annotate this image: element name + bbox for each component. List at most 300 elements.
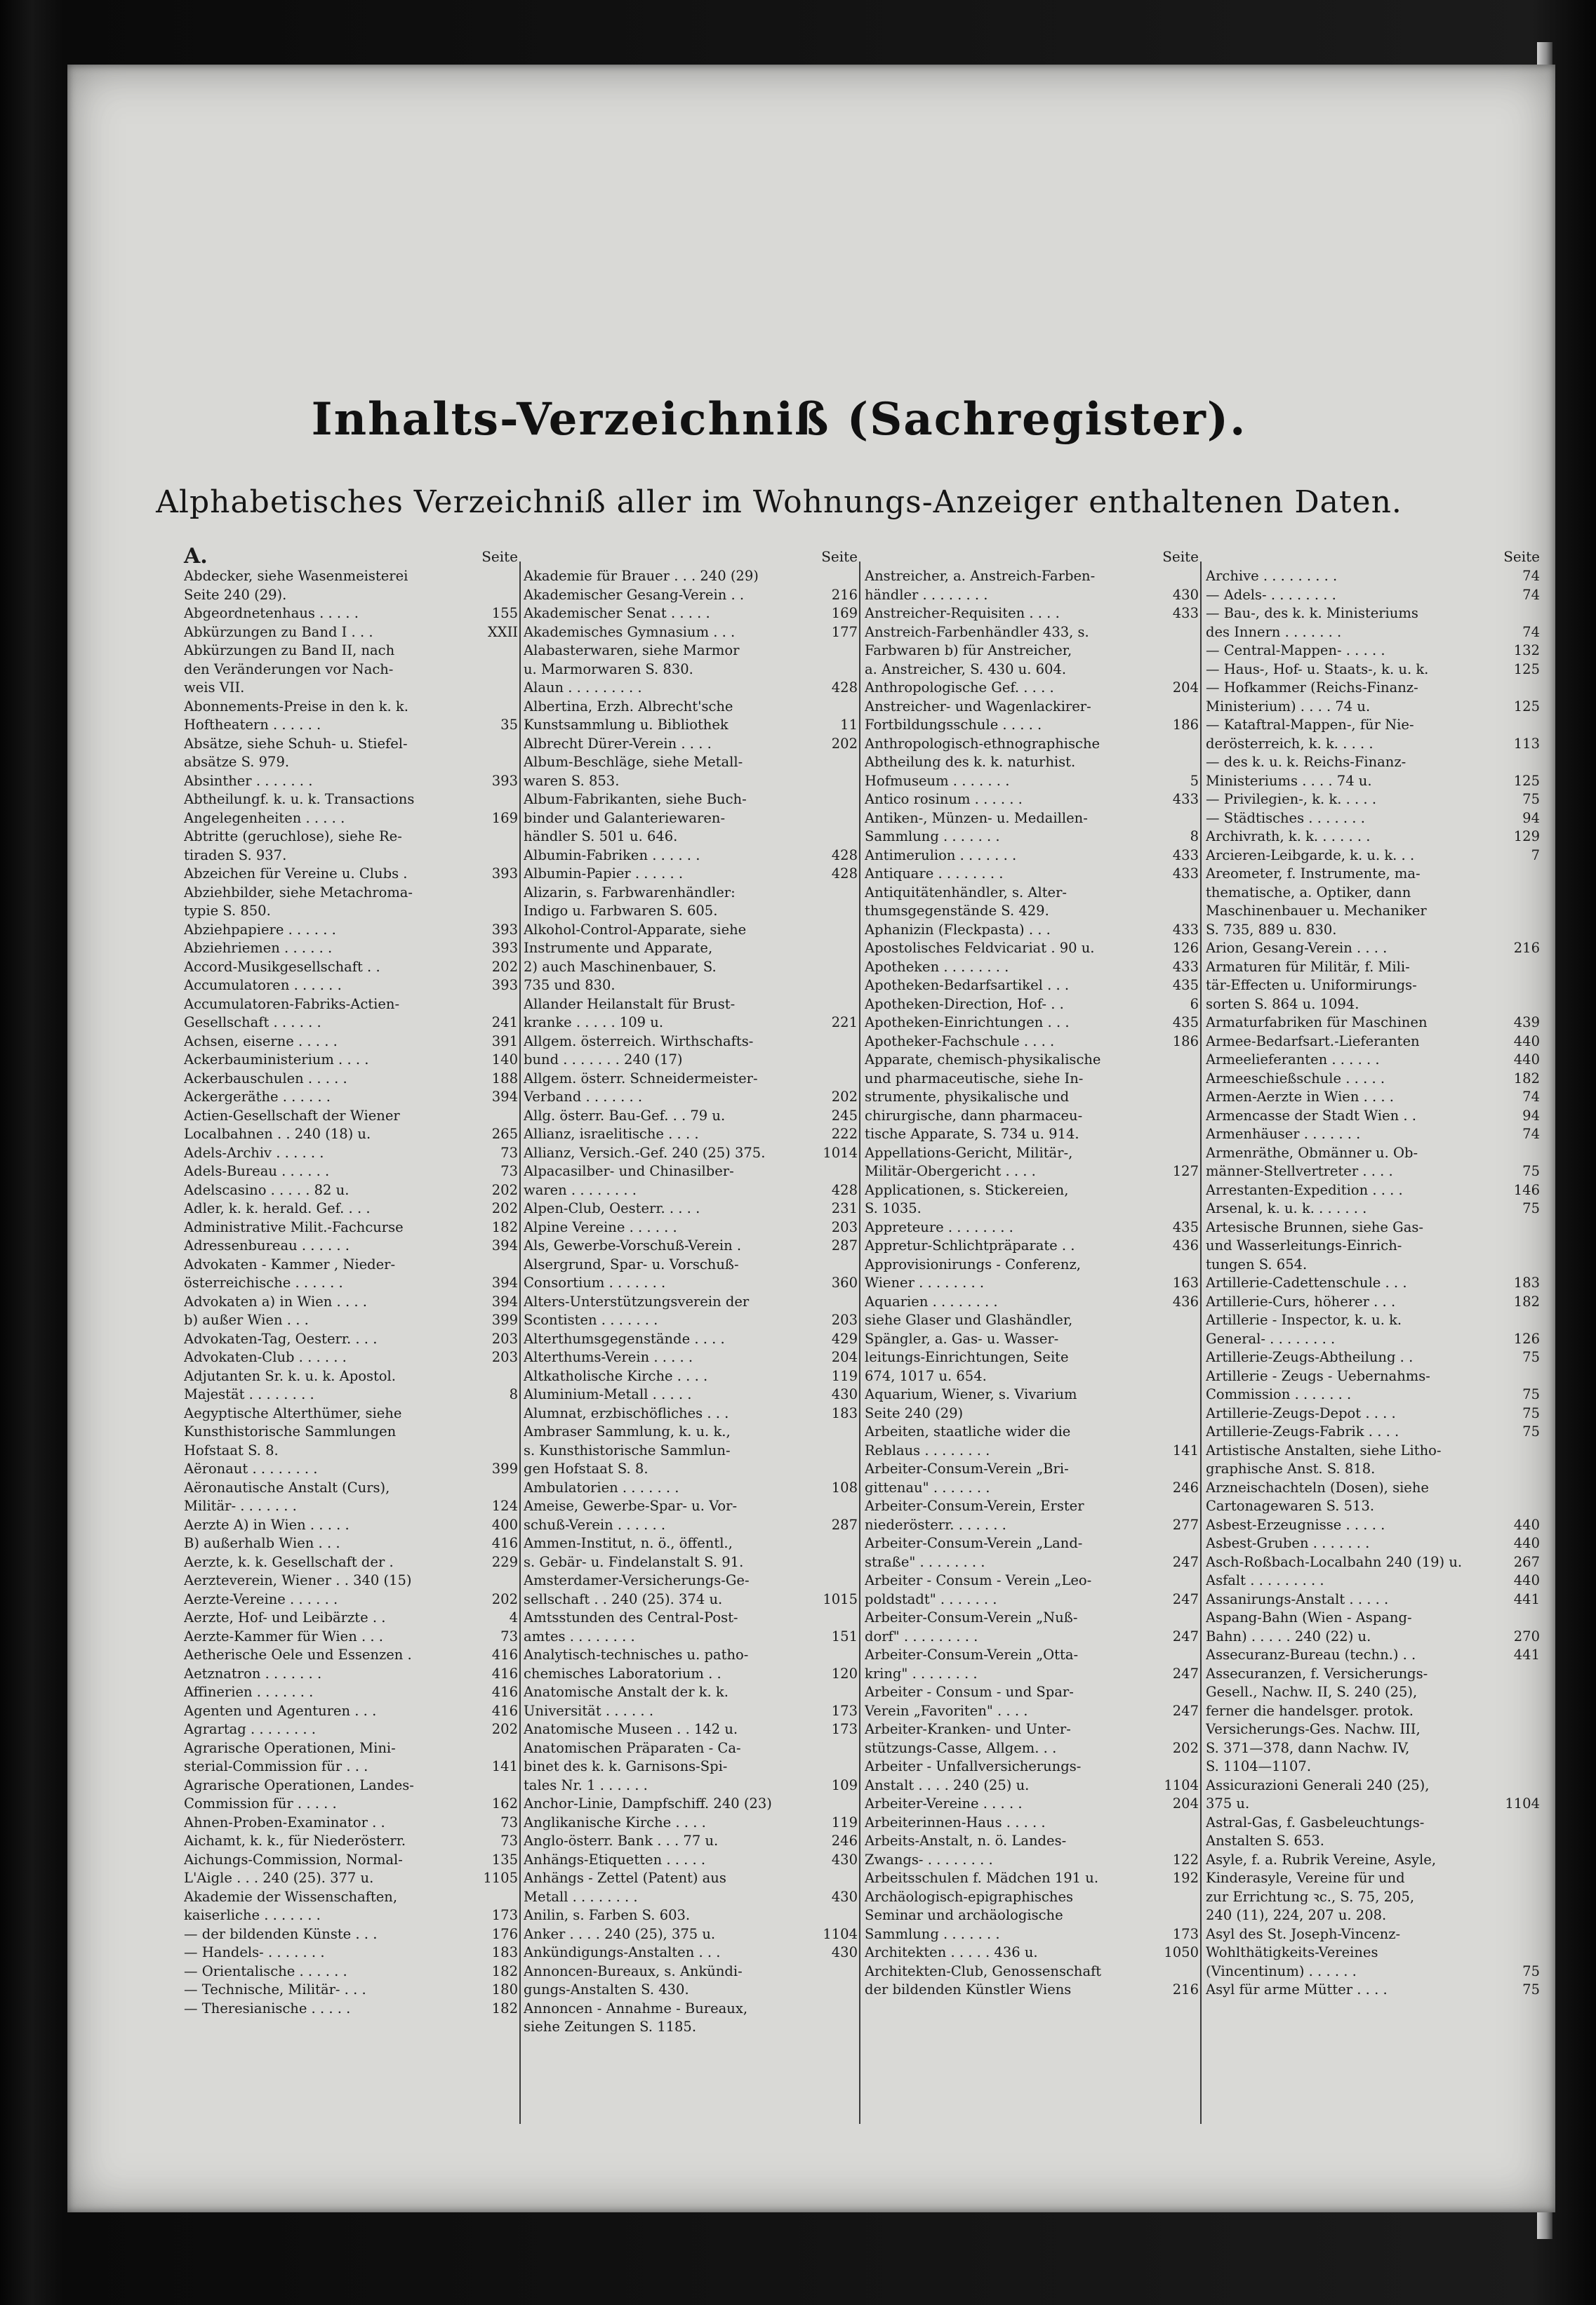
index-entry — [1203, 958, 1544, 977]
entry-term: chirurgische, dann pharmaceu- — [865, 1107, 1083, 1124]
index-entry — [181, 2000, 522, 2019]
index-entry — [521, 809, 862, 828]
index-entry — [862, 1590, 1203, 1609]
entry-page-number: 125 — [1513, 660, 1540, 677]
index-entry — [862, 1702, 1203, 1721]
index-entry — [521, 1125, 862, 1144]
entry-term: Farbwaren b) für Anstreicher, — [865, 642, 1072, 658]
entry-term: Archäologisch-epigraphisches — [865, 1888, 1074, 1905]
entry-term: Armencasse der Stadt Wien . . — [1206, 1107, 1417, 1124]
index-entry — [181, 604, 522, 623]
entry-page-number: 246 — [831, 1833, 858, 1849]
entry-page-number: 246 — [1172, 1479, 1199, 1496]
entry-page-number: 1050 — [1164, 1944, 1199, 1960]
entry-term: Artillerie-Zeugs-Fabrik . . . . — [1206, 1423, 1399, 1440]
index-entry — [1203, 1646, 1544, 1665]
index-entry — [1203, 1832, 1544, 1851]
index-entry — [1203, 660, 1544, 679]
entry-term: Cartonagewaren S. 513. — [1206, 1498, 1375, 1514]
index-entry — [181, 1516, 522, 1535]
index-entry — [521, 1070, 862, 1089]
entry-term: Annoncen-Bureaux, s. Ankündi- — [524, 1962, 743, 1979]
entry-page-number: 113 — [1513, 735, 1540, 752]
entry-term: — Orientalische . . . . . . — [184, 1962, 347, 1979]
index-entry — [862, 865, 1203, 884]
entry-page-number: 122 — [1172, 1851, 1199, 1868]
index-entry — [181, 1814, 522, 1833]
entry-term: Assanirungs-Anstalt . . . . . — [1206, 1590, 1389, 1607]
index-entry — [521, 1702, 862, 1721]
entry-term: Akademischer Senat . . . . . — [524, 605, 710, 621]
index-entry — [862, 1553, 1203, 1572]
entry-term: Anstalten S. 653. — [1206, 1833, 1324, 1849]
entry-page-number: 192 — [1172, 1870, 1199, 1886]
entry-term: Seite 240 (29) — [865, 1404, 964, 1421]
entry-term: 240 (11), 224, 207 u. 208. — [1206, 1907, 1387, 1923]
entry-page-number: 73 — [500, 1814, 518, 1831]
entry-term: Alterthumsgegenstände . . . . — [524, 1330, 725, 1347]
entry-page-number: 416 — [491, 1535, 518, 1551]
entry-page-number: 439 — [1513, 1014, 1540, 1030]
entry-term: s. Kunsthistorische Sammlun- — [524, 1442, 731, 1459]
index-entry — [181, 1888, 522, 1907]
index-entry — [862, 679, 1203, 698]
entry-term: Universität . . . . . . — [524, 1702, 654, 1719]
entry-page-number: 125 — [1513, 698, 1540, 715]
index-entry — [1203, 1572, 1544, 1590]
entry-page-number: 182 — [1513, 1070, 1540, 1087]
index-entry — [181, 1070, 522, 1089]
entry-page-number: 391 — [491, 1032, 518, 1049]
entry-term: — Bau-, des k. k. Ministeriums — [1206, 605, 1418, 621]
index-entry — [521, 1367, 862, 1386]
index-entry — [521, 1869, 862, 1888]
entry-term: tungen S. 654. — [1206, 1256, 1308, 1273]
section-letter: A. — [184, 544, 208, 569]
entry-page-number: 247 — [1172, 1665, 1199, 1682]
index-entry — [1203, 1423, 1544, 1442]
index-entry — [181, 1851, 522, 1870]
index-entry — [521, 1534, 862, 1553]
index-entry — [1203, 995, 1544, 1014]
index-entry — [862, 772, 1203, 791]
entry-term: straße" . . . . . . . . — [865, 1553, 985, 1570]
index-entry — [1203, 884, 1544, 903]
entry-term: Sammlung . . . . . . . — [865, 1925, 1000, 1942]
entry-term: tär-Effecten u. Uniformirungs- — [1206, 977, 1417, 993]
index-entry — [521, 1442, 862, 1461]
index-column-3 — [862, 546, 1203, 2153]
entry-page-number: 173 — [491, 1907, 518, 1923]
entry-term: S. 735, 889 u. 830. — [1206, 921, 1337, 938]
entry-term: Amsterdamer-Versicherungs-Ge- — [524, 1572, 750, 1588]
entry-term: Annoncen - Annahme - Bureaux, — [524, 2000, 748, 2017]
entry-page-number: 436 — [1172, 1237, 1199, 1254]
index-entry — [1203, 976, 1544, 995]
entry-term: Anstalt . . . . 240 (25) u. — [865, 1776, 1030, 1793]
index-entry — [521, 1628, 862, 1647]
entry-term: Abziehriemen . . . . . . — [184, 940, 333, 956]
entry-term: Aerzteverein, Wiener . . 340 (15) — [184, 1572, 412, 1588]
entry-page-number: 182 — [491, 2000, 518, 2017]
entry-term: leitungs-Einrichtungen, Seite — [865, 1349, 1069, 1365]
entry-page-number: 75 — [1522, 1163, 1540, 1179]
index-entry — [1203, 1311, 1544, 1330]
entry-page-number: 186 — [1172, 717, 1199, 733]
entry-page-number: 163 — [1172, 1275, 1199, 1291]
page-number-header: Seite — [481, 548, 518, 565]
entry-term: — Haus-, Hof- u. Staats-, k. u. k. — [1206, 660, 1429, 677]
entry-term: kring" . . . . . . . . — [865, 1665, 978, 1682]
entry-term: derösterreich, k. k. . . . . — [1206, 735, 1374, 752]
entry-term: Artillerie - Inspector, k. u. k. — [1206, 1312, 1402, 1328]
entry-term: Abkürzungen zu Band II, nach — [184, 642, 395, 658]
entry-term: Wiener . . . . . . . . — [865, 1275, 985, 1291]
entry-page-number: 8 — [509, 1386, 518, 1402]
index-entry — [1203, 1534, 1544, 1553]
entry-term: gittenau" . . . . . . . — [865, 1479, 990, 1496]
entry-term: Asyl für arme Mütter . . . . — [1206, 1981, 1388, 1998]
entry-term: Arbeiter - Consum - Verein „Leo- — [865, 1572, 1092, 1588]
index-entry — [1203, 1516, 1544, 1535]
index-entry — [181, 1962, 522, 1981]
entry-page-number: 287 — [831, 1237, 858, 1254]
index-entry — [1203, 1032, 1544, 1051]
entry-page-number: 430 — [1172, 586, 1199, 603]
entry-page-number: 74 — [1522, 586, 1540, 603]
entry-page-number: 182 — [491, 1962, 518, 1979]
index-entry — [1203, 1665, 1544, 1684]
index-entry — [1203, 1906, 1544, 1925]
index-entry — [1203, 623, 1544, 642]
entry-page-number: 245 — [831, 1107, 858, 1124]
index-entry — [1203, 1739, 1544, 1758]
index-entry — [1203, 1386, 1544, 1404]
entry-page-number: 75 — [1522, 1200, 1540, 1216]
entry-page-number: 75 — [1522, 1962, 1540, 1979]
index-entry — [1203, 1628, 1544, 1647]
entry-term: waren . . . . . . . . — [524, 1181, 637, 1198]
index-entry — [1203, 1851, 1544, 1870]
entry-term: Alterthums-Verein . . . . . — [524, 1349, 693, 1365]
index-entry — [521, 1925, 862, 1944]
entry-term: Ahnen-Proben-Examinator . . — [184, 1814, 385, 1831]
entry-term: Anker . . . . 240 (25), 375 u. — [524, 1925, 716, 1942]
entry-term: österreichische . . . . . . — [184, 1275, 343, 1291]
entry-term: Reblaus . . . . . . . . — [865, 1442, 990, 1459]
index-entry — [1203, 1609, 1544, 1628]
index-entry — [521, 1386, 862, 1404]
entry-term: kaiserliche . . . . . . . — [184, 1907, 321, 1923]
index-entry — [181, 1386, 522, 1404]
index-entry — [1203, 1404, 1544, 1423]
entry-term: Aerzte-Kammer für Wien . . . — [184, 1628, 383, 1645]
entry-term: Ackerbauministerium . . . . — [184, 1051, 369, 1068]
entry-term: Antiquare . . . . . . . . — [865, 865, 1004, 882]
index-entries — [181, 567, 522, 2018]
entry-term: dorf" . . . . . . . . . — [865, 1628, 978, 1645]
index-entry — [181, 1609, 522, 1628]
index-entry — [181, 753, 522, 772]
entry-page-number: 169 — [831, 605, 858, 621]
index-entry — [1203, 679, 1544, 698]
entry-term: Aluminium-Metall . . . . . — [524, 1386, 692, 1402]
entry-term: Verein „Favoriten" . . . . — [865, 1702, 1028, 1719]
entry-page-number: 202 — [491, 1200, 518, 1216]
entry-page-number: 182 — [491, 1218, 518, 1235]
entry-term: Advokaten - Kammer , Nieder- — [184, 1256, 396, 1273]
index-entry — [862, 1739, 1203, 1758]
index-entry — [862, 1534, 1203, 1553]
entry-term: (Vincentinum) . . . . . . — [1206, 1962, 1357, 1979]
entry-page-number: 177 — [831, 623, 858, 640]
index-entry — [521, 642, 862, 660]
index-column-2 — [521, 546, 862, 2153]
entry-term: Arrestanten-Expedition . . . . — [1206, 1181, 1403, 1198]
entry-term: Hofstaat S. 8. — [184, 1442, 279, 1459]
entry-term: thumsgegenstände S. 429. — [865, 903, 1049, 919]
entry-term: — Kataftral-Mappen-, für Nie- — [1206, 717, 1414, 733]
entry-term: Architekten-Club, Genossenschaft — [865, 1962, 1102, 1979]
entry-page-number: 433 — [1172, 958, 1199, 975]
entry-page-number: 35 — [500, 717, 518, 733]
index-entry — [1203, 604, 1544, 623]
entry-term: Altkatholische Kirche . . . . — [524, 1367, 708, 1384]
entry-term: Commission für . . . . . — [184, 1795, 337, 1812]
index-entry — [862, 1814, 1203, 1833]
entry-term: tische Apparate, S. 734 u. 914. — [865, 1126, 1079, 1142]
index-entry — [181, 939, 522, 958]
index-entry — [521, 1906, 862, 1925]
entry-term: schuß-Verein . . . . . . — [524, 1516, 666, 1533]
entry-term: Asyl des St. Joseph-Vincenz- — [1206, 1925, 1401, 1942]
entry-page-number: 399 — [491, 1312, 518, 1328]
entry-term: Ministeriums . . . . 74 u. — [1206, 772, 1372, 789]
entry-page-number: 7 — [1531, 846, 1540, 863]
entry-term: Verband . . . . . . . — [524, 1089, 643, 1105]
entry-term: s. Gebär- u. Findelanstalt S. 91. — [524, 1553, 744, 1570]
entry-page-number: 204 — [1172, 1795, 1199, 1812]
index-entry — [521, 1683, 862, 1702]
entry-page-number: 120 — [831, 1665, 858, 1682]
index-entry — [1203, 1460, 1544, 1479]
entry-term: sorten S. 864 u. 1094. — [1206, 995, 1359, 1012]
entry-term: Arbeiter - Unfallversicherungs- — [865, 1758, 1082, 1774]
entry-page-number: 180 — [491, 1981, 518, 1998]
entry-term: 674, 1017 u. 654. — [865, 1367, 987, 1384]
index-entry — [521, 1516, 862, 1535]
index-entry — [1203, 698, 1544, 717]
entry-page-number: 247 — [1172, 1553, 1199, 1570]
entry-term: Agrarische Operationen, Landes- — [184, 1776, 414, 1793]
index-entry — [521, 567, 862, 586]
index-entry — [521, 2000, 862, 2019]
entry-term: händler S. 501 u. 646. — [524, 828, 678, 844]
index-entry — [1203, 1218, 1544, 1237]
index-entry — [1203, 1256, 1544, 1275]
index-entry — [181, 809, 522, 828]
entry-term: Aetznatron . . . . . . . — [184, 1665, 322, 1682]
entry-term: Anstreicher, a. Anstreich-Farben- — [865, 568, 1096, 584]
entry-page-number: 360 — [831, 1275, 858, 1291]
entry-page-number: 146 — [1513, 1181, 1540, 1198]
index-entry — [181, 698, 522, 717]
entry-page-number: 151 — [831, 1628, 858, 1645]
entry-term: Anglo-österr. Bank . . . 77 u. — [524, 1833, 719, 1849]
entry-term: Apostolisches Feldvicariat . 90 u. — [865, 940, 1095, 956]
index-entry — [181, 1628, 522, 1647]
entry-term: Consortium . . . . . . . — [524, 1275, 666, 1291]
index-entry — [521, 939, 862, 958]
entry-term: Artesische Brunnen, siehe Gas- — [1206, 1218, 1423, 1235]
entry-page-number: 428 — [831, 1181, 858, 1198]
index-entry — [521, 1274, 862, 1293]
index-entry — [1203, 1702, 1544, 1721]
entry-term: Aetherische Oele und Essenzen . — [184, 1647, 412, 1663]
entry-term: Anglikanische Kirche . . . . — [524, 1814, 706, 1831]
entry-term: Als, Gewerbe-Vorschuß-Verein . — [524, 1237, 742, 1254]
entry-term: Applicationen, s. Stickereien, — [865, 1181, 1069, 1198]
index-entry — [862, 1609, 1203, 1628]
index-entry — [1203, 1981, 1544, 2000]
entry-page-number: 229 — [491, 1553, 518, 1570]
entry-page-number: 1104 — [1164, 1776, 1199, 1793]
entry-page-number: XXII — [487, 623, 518, 640]
entry-term: Arbeitsschulen f. Mädchen 191 u. — [865, 1870, 1099, 1886]
index-entry — [862, 1070, 1203, 1089]
entry-term: Apotheken-Einrichtungen . . . — [865, 1014, 1070, 1030]
entry-term: Arbeiten, staatliche wider die — [865, 1423, 1071, 1440]
entry-term: Alsergrund, Spar- u. Vorschuß- — [524, 1256, 739, 1273]
index-entry — [521, 623, 862, 642]
index-entry — [521, 1739, 862, 1758]
index-entry — [181, 1014, 522, 1032]
index-entry — [181, 995, 522, 1014]
entry-page-number: 135 — [491, 1851, 518, 1868]
page-number-header: Seite — [821, 548, 858, 565]
index-entry — [181, 1572, 522, 1590]
index-entry — [181, 1758, 522, 1776]
entry-page-number: 109 — [831, 1776, 858, 1793]
entry-page-number: 203 — [831, 1218, 858, 1235]
entry-page-number: 1104 — [823, 1925, 858, 1942]
entry-term: Alpacasilber- und Chinasilber- — [524, 1163, 734, 1179]
index-entry — [862, 604, 1203, 623]
entry-term: Wohlthätigkeits-Vereines — [1206, 1944, 1378, 1960]
index-column-4 — [1203, 546, 1544, 2153]
index-entry — [1203, 1088, 1544, 1107]
entry-page-number: 440 — [1513, 1572, 1540, 1588]
entry-term: Assecuranzen, f. Versicherungs- — [1206, 1665, 1428, 1682]
column-header — [1203, 546, 1544, 567]
entry-term: Asch-Roßbach-Localbahn 240 (19) u. — [1206, 1553, 1463, 1570]
index-entry — [1203, 1274, 1544, 1293]
entry-page-number: 73 — [500, 1833, 518, 1849]
entry-page-number: 428 — [831, 846, 858, 863]
index-entry — [181, 1404, 522, 1423]
index-entry — [1203, 1590, 1544, 1609]
entry-term: siehe Glaser und Glashändler, — [865, 1312, 1073, 1328]
page-title: Inhalts-Verzeichniß (Sachregister). — [311, 393, 1247, 446]
index-entry — [181, 1553, 522, 1572]
index-entry — [1203, 1014, 1544, 1032]
index-entry — [1203, 1107, 1544, 1126]
entry-page-number: 202 — [491, 1721, 518, 1737]
entry-page-number: 1104 — [1505, 1795, 1540, 1812]
index-entry — [862, 1144, 1203, 1163]
index-entry — [521, 1553, 862, 1572]
index-entry — [181, 1218, 522, 1237]
entry-term: Abtheilungf. k. u. k. Transactions — [184, 791, 415, 807]
index-entry — [521, 1144, 862, 1163]
entry-term: Artillerie-Curs, höherer . . . — [1206, 1293, 1396, 1310]
entry-term: Aichungs-Commission, Normal- — [184, 1851, 403, 1868]
entry-term: Adler, k. k. herald. Gef. . . . — [184, 1200, 371, 1216]
entry-term: Apotheken-Bedarfsartikel . . . — [865, 977, 1070, 993]
entry-term: Antico rosinum . . . . . . — [865, 791, 1023, 807]
page-subtitle: Alphabetisches Verzeichniß aller im Wohnungs-Anzeiger enthaltenen Daten. — [156, 484, 1402, 520]
entry-page-number: 1105 — [483, 1870, 518, 1886]
entry-term: Armen-Aerzte in Wien . . . . — [1206, 1089, 1394, 1105]
entry-page-number: 162 — [491, 1795, 518, 1812]
entry-term: Anhängs-Etiquetten . . . . . — [524, 1851, 706, 1868]
index-entry — [181, 865, 522, 884]
entry-term: Anatomische Anstalt der k. k. — [524, 1684, 729, 1700]
index-entry — [521, 846, 862, 865]
entry-page-number: 74 — [1522, 1126, 1540, 1142]
entry-term: B) außerhalb Wien . . . — [184, 1535, 340, 1551]
index-entry — [521, 1293, 862, 1312]
entry-term: Adels-Bureau . . . . . . — [184, 1163, 330, 1179]
index-entry — [181, 1665, 522, 1684]
index-entry — [521, 995, 862, 1014]
index-entry — [521, 735, 862, 754]
index-entry — [1203, 567, 1544, 586]
entry-term: Antiquitätenhändler, s. Alter- — [865, 884, 1067, 901]
entry-page-number: 141 — [1172, 1442, 1199, 1459]
index-entry — [862, 753, 1203, 772]
entry-term: Agrarische Operationen, Mini- — [184, 1739, 396, 1756]
index-entry — [862, 1367, 1203, 1386]
index-entry — [181, 1311, 522, 1330]
entry-term: Amtsstunden des Central-Post- — [524, 1609, 738, 1626]
index-entry — [862, 1925, 1203, 1944]
entry-page-number: 247 — [1172, 1590, 1199, 1607]
entry-term: Arbeiter-Consum-Verein „Nuß- — [865, 1609, 1078, 1626]
entry-page-number: 119 — [831, 1814, 858, 1831]
index-entry — [521, 1944, 862, 1962]
index-entries — [1203, 567, 1544, 2000]
index-entry — [181, 1144, 522, 1163]
entry-term: Asbest-Gruben . . . . . . . — [1206, 1535, 1370, 1551]
index-entry — [181, 1460, 522, 1479]
index-entry — [862, 1181, 1203, 1200]
entry-page-number: 393 — [491, 940, 518, 956]
entry-page-number: 435 — [1172, 977, 1199, 993]
index-entry — [521, 1051, 862, 1070]
index-entry — [1203, 1776, 1544, 1795]
entry-page-number: 216 — [831, 586, 858, 603]
entry-term: Alkohol-Control-Apparate, siehe — [524, 921, 747, 938]
index-entry — [1203, 772, 1544, 791]
index-entry — [1203, 716, 1544, 735]
entry-term: des Innern . . . . . . . — [1206, 623, 1342, 640]
entry-term: Arion, Gesang-Verein . . . . — [1206, 940, 1388, 956]
entry-term: siehe Zeitungen S. 1185. — [524, 2019, 697, 2035]
index-entry — [862, 567, 1203, 586]
entry-page-number: 11 — [840, 717, 858, 733]
index-entry — [521, 716, 862, 735]
